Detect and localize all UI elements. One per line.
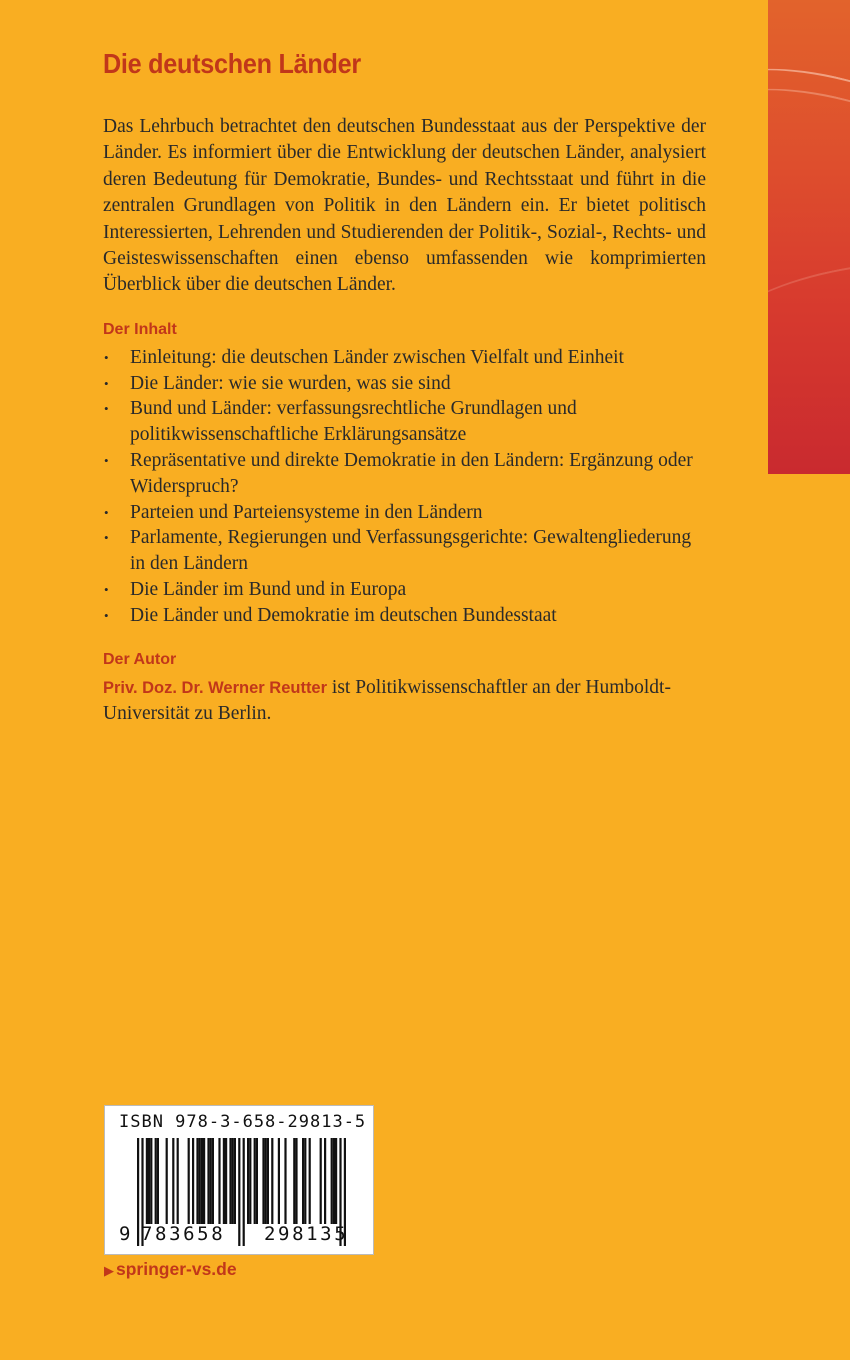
barcode-bar <box>225 1138 227 1224</box>
isbn-first-digit: 9 <box>119 1223 131 1245</box>
barcode-bar <box>218 1138 220 1224</box>
barcode-bar <box>267 1138 269 1224</box>
list-item: • Parlamente, Regierungen und Verfassungsgerichte: Gewaltengliederung in den Ländern <box>104 527 692 575</box>
barcode-bar <box>265 1138 267 1224</box>
barcode-bar <box>234 1138 236 1224</box>
list-item: • Die Länder im Bund und in Europa <box>103 577 706 603</box>
bullet-icon: • <box>104 607 109 623</box>
barcode-bar <box>201 1138 203 1224</box>
author-heading: Der Autor <box>103 650 177 668</box>
barcode-bar <box>295 1138 297 1224</box>
barcode-bar <box>324 1138 326 1224</box>
bullet-icon: • <box>104 453 109 469</box>
barcode-bar <box>320 1138 322 1224</box>
barcode-bar <box>262 1138 264 1224</box>
book-title: Die deutschen Länder <box>103 48 361 79</box>
barcode-bar <box>304 1138 306 1224</box>
barcode-bar <box>177 1138 179 1224</box>
isbn-barcode <box>104 1105 374 1255</box>
barcode-bar <box>172 1138 174 1224</box>
barcode-bar <box>256 1138 258 1224</box>
author-description: ist Politikwissenschaftler an der Humboldt-Universität zu Berlin. <box>103 676 671 725</box>
barcode-guard-bar <box>238 1138 240 1246</box>
bullet-icon: • <box>104 530 109 546</box>
bullet-icon: • <box>104 401 109 417</box>
isbn-left-group: 783658 <box>141 1223 226 1245</box>
bullet-icon: • <box>104 349 109 365</box>
barcode-bar <box>148 1138 150 1224</box>
list-item: • Die Länder und Demokratie im deutschen Bundesstaat <box>103 603 706 629</box>
isbn-label: ISBN 978-3-658-29813-5 <box>119 1112 367 1132</box>
barcode-bar <box>188 1138 190 1224</box>
isbn-right-group: 298135 <box>264 1223 349 1245</box>
barcode-bar <box>271 1138 273 1224</box>
barcode-bar <box>247 1138 249 1224</box>
barcode-bar <box>157 1138 159 1224</box>
list-item: • Einleitung: die deutschen Länder zwischen Vielfalt und Einheit <box>103 345 706 371</box>
barcode-bar <box>212 1138 214 1224</box>
barcode-bar <box>223 1138 225 1224</box>
barcode-bar <box>232 1138 234 1224</box>
swoosh-decoration <box>768 248 850 354</box>
barcode-bar <box>166 1138 168 1224</box>
publisher-url: springer-vs.de <box>116 1259 237 1279</box>
publisher-link[interactable] <box>104 1259 237 1280</box>
barcode-bar <box>293 1138 295 1224</box>
barcode-bar <box>302 1138 304 1224</box>
barcode-bar <box>229 1138 231 1224</box>
list-item: • Bund und Länder: verfassungsrechtliche Grundlagen und politikwissenschaftliche Erklärungsansätze <box>104 398 577 446</box>
barcode-bar <box>199 1138 201 1224</box>
list-item: • Die Länder: wie sie wurden, was sie sind <box>103 371 706 397</box>
author-name: Priv. Doz. Dr. Werner Reutter <box>103 678 328 697</box>
bullet-icon: • <box>104 582 109 598</box>
intro-paragraph: Das Lehrbuch betrachtet den deutschen Bundesstaat aus der Perspektive der Länder. Es informiert über die Entwicklung der deutschen Länder, analysiert deren Bedeutung für Demokratie, Bundes- und Rechtsstaat und führt in die zentralen Grundlagen von Politik in den Ländern ein. Er bietet politisch Interessierten, Lehrenden und Studierenden der Politik-, Sozial-, Rechts- und Geisteswissenschaften einen ebenso umfassenden wie komprimierten Überblick über die deutschen Länder. <box>103 116 706 296</box>
decorative-side-band <box>768 0 850 474</box>
barcode-bar <box>192 1138 194 1224</box>
barcode-bar <box>249 1138 251 1224</box>
contents-heading: Der Inhalt <box>103 320 177 338</box>
barcode-bar <box>254 1138 256 1224</box>
barcode-bar <box>210 1138 212 1224</box>
list-item: • Parteien und Parteiensysteme in den Ländern <box>103 500 706 526</box>
barcode-bar <box>309 1138 311 1224</box>
bullet-icon: • <box>104 504 109 520</box>
barcode-bar <box>278 1138 280 1224</box>
barcode-guard-bar <box>137 1138 139 1246</box>
barcode-bar <box>146 1138 148 1224</box>
barcode-bar <box>155 1138 157 1224</box>
barcode-bar <box>207 1138 209 1224</box>
back-cover-content <box>103 48 706 727</box>
barcode-bar <box>335 1138 337 1224</box>
barcode-bar <box>331 1138 333 1224</box>
barcode-bar <box>203 1138 205 1224</box>
author-bio <box>103 675 706 728</box>
list-item: • Repräsentative und direkte Demokratie in den Ländern: Ergänzung oder Widerspruch? <box>104 450 693 497</box>
bullet-icon: • <box>104 375 109 391</box>
barcode-bar <box>284 1138 286 1224</box>
arrow-icon: ▶ <box>104 1263 114 1278</box>
barcode-bar <box>333 1138 335 1224</box>
barcode-guard-bar <box>243 1138 245 1246</box>
barcode-bar <box>150 1138 152 1224</box>
contents-list <box>103 345 706 629</box>
barcode-bar <box>196 1138 198 1224</box>
